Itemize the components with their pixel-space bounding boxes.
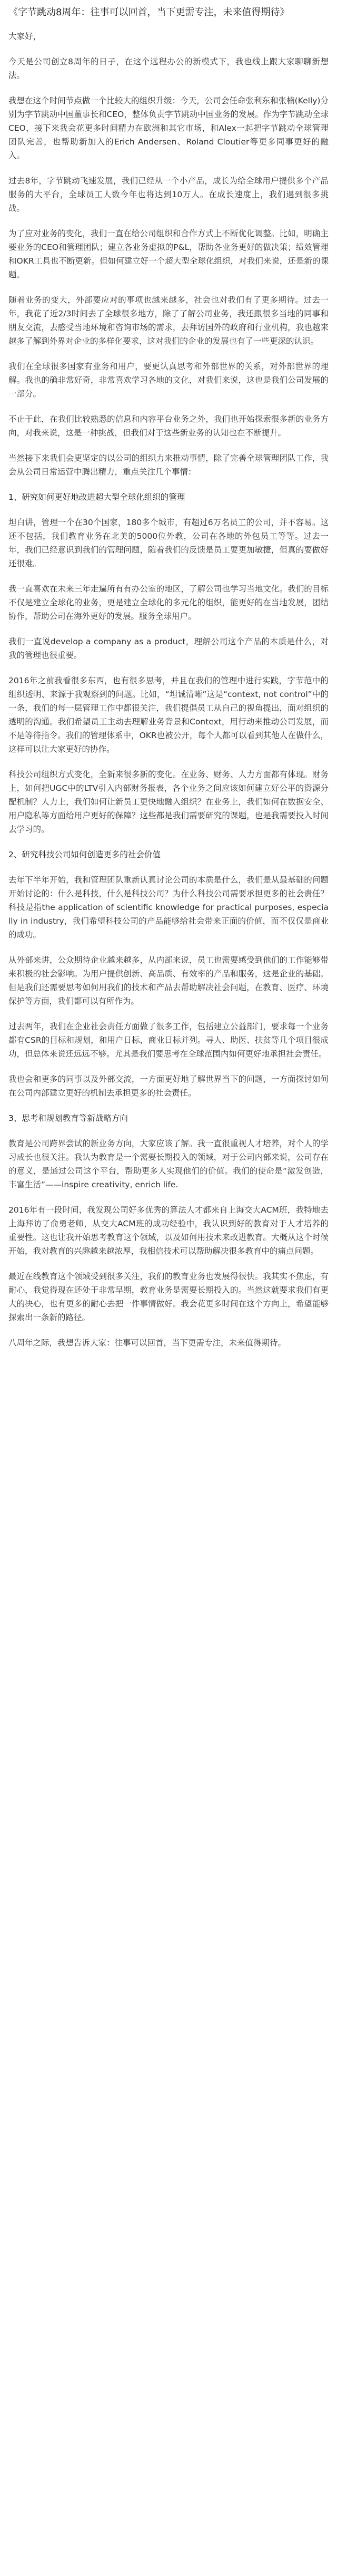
section (8, 490, 329, 836)
section-paragraph: 坦白讲，管理一个在30个国家，180多个城市，有超过6万名员工的公司，并不容易。这还不包括，我们教育业务在北美的5000位外教，公司在各地的外包员工等等。过去一年，我们已经意识到我们的管理问题，随着我们的反馈是员工要更加敏捷，但真的要做好还很难。 (8, 518, 329, 568)
section (8, 1111, 329, 1350)
article-title: 《字节跳动8周年：往事可以回首，当下更需专注，未来值得期待》 (8, 7, 290, 18)
section-paragraph: 八周年之际，我想告诉大家：往事可以回首，当下更需专注，未来值得期待。 (8, 1338, 286, 1348)
section-paragraph: 2016年之前我看很多东西，也有很多思考，并且在我们的管理中进行实践，字节范中的组织透明、来源于我观察到的问题。比如，“坦诚清晰”这是“context, not control”中的一条，我们的每一层管理工作中都很关注，我们提倡员工从自己的视角提出，面对组织的透明的沟通。我们希望员工主动去理解业务背景和Context，用行动来推动公司发展，而不是等待指令。我们的管理体系中，OKR也被公开，每个人都可以看到其他人在做什么，这样可以让大家更好的协作。 (8, 676, 329, 754)
section-paragraph: 从外部来讲，公众期待企业越来越多，从内部来说，员工也需要感受到他们的工作能够带来积极的社会影响。为用户提供创新、高品质、有效率的产品和服务，这是企业的基础。但是我们还需要思考如何用我们的技术和产品去帮助解决社会问题，在教育、医疗、环境保护等方面，我们都可以有所作为。 (8, 955, 329, 1006)
body-sections (8, 490, 329, 1350)
section-paragraph: 科技公司组织方式变化，全新来很多新的变化。在业务、财务、人力方面都有体现。财务上，如何把UGC中的LTV引入内部财务报表，各个业务之间应该如何建立好公平的资源分配机制？人力上，我们如何让新员工更快地融入组织？在业务上，我们如何在数据安全、用户隐私等方面给用户更好的保障？这些都是我们需要研究的课题，也是我需要投入时间去学习的。 (8, 770, 329, 834)
section-heading: 3、思考和规划教育等新战略方向 (8, 1113, 128, 1123)
intro-paragraph: 当然接下来我们会更坚定的以公司的组织力来推动事情，除了完善全球管理团队工作，我会从公司日常运营中腾出精力，重点关注几个事情： (8, 453, 329, 477)
intro-section (8, 55, 329, 479)
intro-paragraph: 今天是公司创立8周年的日子，在这个远程办公的新模式下，我也线上跟大家聊聊新想法。 (8, 57, 329, 80)
section-paragraph: 去年下半年开始，我和管理团队重新认真讨论公司的本质是什么，我们是从最基础的问题开始讨论的：什么是科技，什么是科技公司？为什么科技公司需要承担更多的社会责任？科技是指the application of scientific knowledge for practical purposes, especially in industry，我们希望科技公司的产品能够给社会带来正面的价值，而不仅仅是商业的成功。 (8, 875, 329, 940)
intro-paragraph: 过去8年，字节跳动飞速发展，我们已经从一个小产品，成长为给全球用户提供多个产品服务的大平台，全球员工人数今年也将达到10万人。在成长速度上，我们遇到很多挑战。 (8, 176, 329, 213)
section-paragraph: 教育是公司跨界尝试的新业务方向，大家应该了解。我一直很重视人才培养，对个人的学习成长也很关注。我认为教育是一个需要长期投入的领域，对于公司内部来说，公司存在的意义，是通过公司这个平台，帮助更多人实现他们的价值。我们的使命是“激发创造，丰富生活”——inspire creativity, enrich life. (8, 1139, 329, 1189)
intro-paragraph: 不止于此，在我们比较熟悉的信息和内容平台业务之外，我们也开始探索很多新的业务方向，对我来说，这是一种挑战，但我们对于这些新业务的认知也在不断提升。 (8, 414, 329, 438)
section-paragraph: 我也会和更多的同事以及外部交流，一方面更好地了解世界当下的问题，一方面探讨如何在公司内部建立更好的机制去承担更多的社会责任。 (8, 1074, 329, 1098)
intro-paragraph: 随着业务的变大，外部要应对的事项也越来越多，社会也对我们有了更多期待。过去一年，我花了近2/3时间去了全球很多地方，除了了解公司业务，我还跟很多当地的同事和朋友交流，去感受当地环境和咨询市场的需求，去拜访国外的政府和行业机构，我也越来越多了解到外界对企业的多样化要求，这对我们的企业的发展也有了一些更深的认识。 (8, 295, 329, 346)
section-heading: 1、研究如何更好地改进超大型全球化组织的管理 (8, 492, 185, 502)
salutation: 大家好， (8, 32, 42, 41)
section-paragraph: 过去两年，我们在企业社会责任方面做了很多工作，包括建立公益部门，要求每一个业务都有CSR的目标和规划，和用户日标，商业日标并列。寻人、助医、扶贫等几个项目很成功，但总体来说还远远不够。尤其是我们要思考在全球范围内如何更好地承担社会责任。 (8, 1022, 329, 1059)
section-paragraph: 最近在线教育这个领域受到很多关注，我们的教育业务也发展得很快。我其实不焦虑，有耐心，我觉得现在还处于非常早期，教育业务是需要长期投入的。当然这就要求我们有更大的决心，也有更多的耐心去把一件事情做好。我会花更多时间在这个方向上，希望能够探索出一条新的路径。 (8, 1272, 329, 1322)
section (8, 848, 329, 1100)
section-paragraph: 我们一直说develop a company as a product，理解公司这个产品的本质是什么，对我的管理也很重要。 (8, 637, 329, 660)
intro-paragraph: 我想在这个时间节点做一个比较大的组织升级：今天，公司会任命张利东和张楠(Kelly)分别为字节跳动中国董事长和CEO，整体负责字节跳动中国业务的发展。作为字节跳动全球CEO，接下来我会花更多时间精力在欧洲和其它市场，和Alex一起把字节跳动全球管理团队完善，也帮助新加入的Erich Andersen、Roland Cloutier等更多同事更好的融入。 (8, 96, 329, 160)
section-heading: 2、研究科技公司如何创造更多的社会价值 (8, 850, 161, 859)
intro-paragraph: 为了应对业务的变化，我们一直在给公司组织和合作方式上不断优化调整。比如，明确主要业务的CEO和管理团队；建立各业务虚拟的P&L，帮助各业务更好的做决策；绩效管理和OKR工具也不断更新。但如何建立好一个超大型全球化组织，对我们来说，还是新的课题。 (8, 229, 329, 279)
section-paragraph: 2016年有一段时间，我发现公司好多优秀的算法人才都来自上海交大ACM班，我特地去上海拜访了俞勇老师，从交大ACM班的成功经验中，我认识到好的教育对于人才培养的重要性。这也让我开始思考教育这个领域，以及如何用技术来改进教育。大概从这个时候开始，我对教育的兴趣越来越浓厚，我相信技术可以帮助解决很多教育中的痛点问题。 (8, 1205, 329, 1256)
intro-paragraph: 我们在全球很多国家有业务和用户，要更认真思考和外部世界的关系，对外部世界的理解。我也的确非常好奇，非常喜欢学习各地的文化，对我们来说，这也是我们公司发展的一部分。 (8, 362, 329, 399)
section-paragraph: 我一直喜欢在未来三年走遍所有有办公室的地区，了解公司也学习当地文化。我们的目标不仅是建立全球化的业务，更是建立全球化的多元化的组织，能更好的在当地发展，团结协作，帮助公司在海外更好的发展。服务全球用户。 (8, 584, 329, 621)
